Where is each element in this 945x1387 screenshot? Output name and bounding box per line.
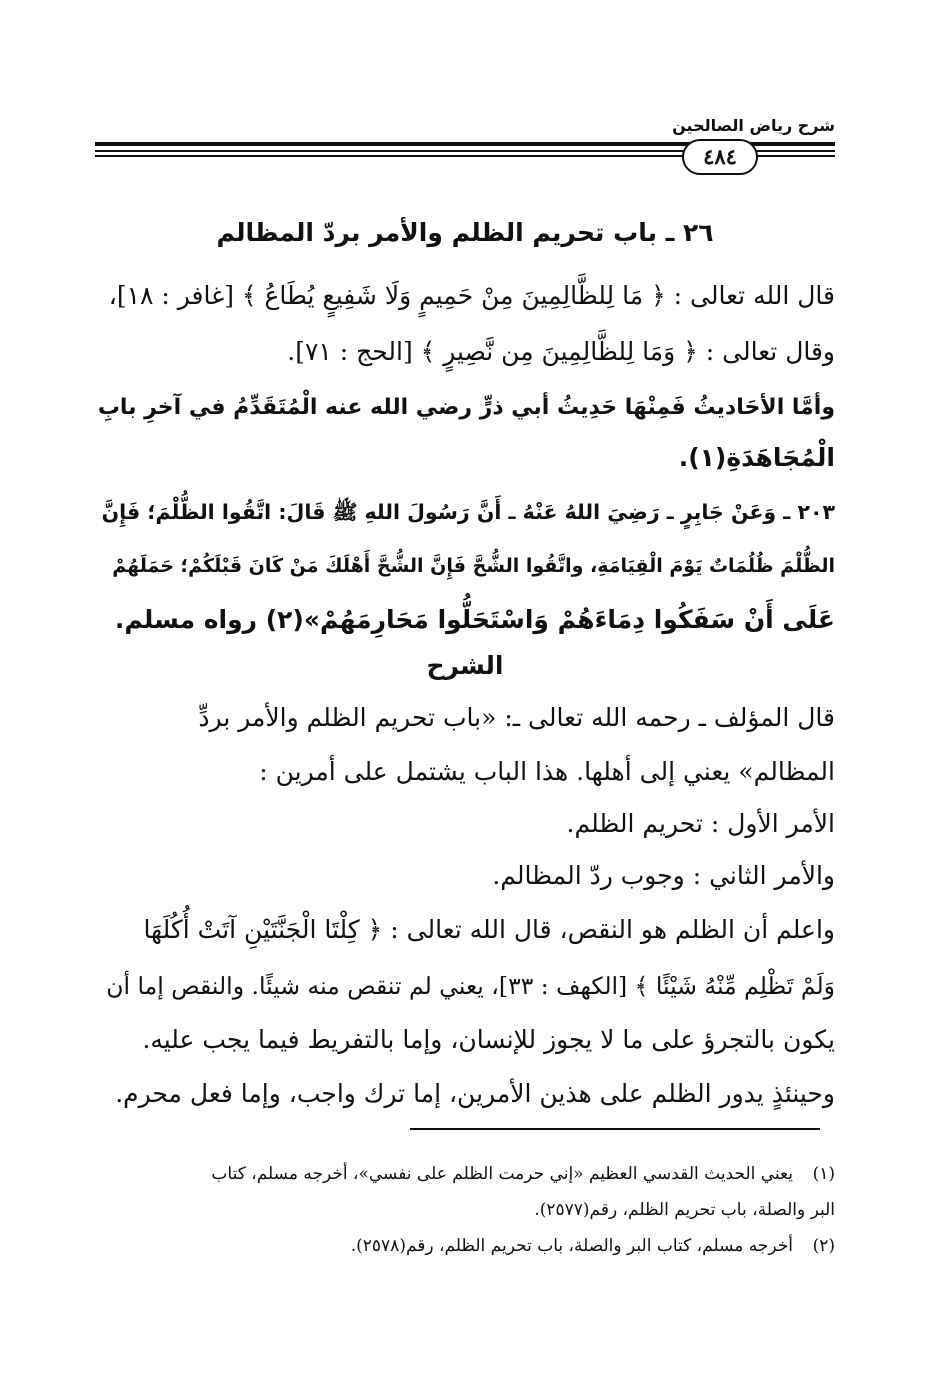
first-matter-line: الأمر الأول : تحريم الظلم. bbox=[566, 809, 835, 838]
commentary-line-6: وحينئذٍ يدور الظلم على هذين الأمرين، إما ترك واجب، وإما فعل محرم. bbox=[115, 1079, 835, 1108]
running-header-title: شرح رياض الصالحين bbox=[672, 116, 835, 135]
hadith-ref-line-1: وأمَّا الأحَاديثُ فَمِنْهَا حَدِيثُ أبي ذرٍّ رضي الله عنه الْمُتَقَدِّمُ في آخرِ بابِ bbox=[97, 395, 835, 420]
hadith-line-3: عَلَى أَنْ سَفَكُوا دِمَاءَهُمْ وَاسْتَحَلُّوا مَحَارِمَهُمْ»(٢) رواه مسلم. bbox=[114, 605, 835, 634]
footnote-separator bbox=[410, 1128, 820, 1130]
footnote-1-number: (١) bbox=[812, 1164, 835, 1184]
commentary-line-2: المظالم» يعني إلى أهلها. هذا الباب يشتمل على أمرين : bbox=[259, 757, 835, 786]
verse-line-1: قال الله تعالى : ﴿ مَا لِلظَّالِمِينَ مِنْ حَمِيمٍ وَلَا شَفِيعٍ يُطَاعُ ﴾ [غافر : ١٨]، bbox=[108, 281, 835, 310]
footnote-1-text: يعني الحديث القدسي العظيم «إني حرمت الظلم على نفسي»، أخرجه مسلم، كتاب bbox=[211, 1164, 793, 1184]
commentary-line-5: يكون بالتجرؤ على ما لا يجوز للإنسان، وإما بالتفريط فيما يجب عليه. bbox=[142, 1025, 835, 1054]
footnote-2 bbox=[95, 1232, 835, 1260]
commentary-line-1: قال المؤلف ـ رحمه الله تعالى ـ: «باب تحريم الظلم والأمر بردِّ bbox=[198, 703, 835, 732]
commentary-heading: الشرح bbox=[426, 651, 504, 680]
hadith-ref-line-2: الْمُجَاهَدَةِ(١). bbox=[678, 443, 835, 472]
page-number: ٤٨٤ bbox=[682, 139, 758, 175]
hadith-line-1: ٢٠٣ ـ وَعَنْ جَابِرٍ ـ رَضِيَ اللهُ عَنْهُ ـ أَنَّ رَسُولَ اللهِ ﷺ قَالَ: اتَّقُوا الظُّلْمَ؛ فَإِنَّ bbox=[101, 500, 835, 524]
footnote-2-text: أخرجه مسلم، كتاب البر والصلة، باب تحريم الظلم، رقم(٢٥٧٨). bbox=[350, 1236, 793, 1256]
footnote-1-continuation: البر والصلة، باب تحريم الظلم، رقم(٢٥٧٧). bbox=[534, 1200, 835, 1220]
footnote-2-number: (٢) bbox=[812, 1236, 835, 1256]
footnote-1 bbox=[95, 1160, 835, 1188]
hadith-line-2: الظُّلْمَ ظُلُمَاتٌ يَوْمَ الْقِيَامَةِ، واتَّقُوا الشُّحَّ فَإِنَّ الشُّحَّ أَهْلَكَ مَنْ كَانَ قَبْلَكُمْ؛ حَمَلَهُمْ bbox=[112, 555, 835, 577]
commentary-line-3: واعلم أن الظلم هو النقص، قال الله تعالى : ﴿ كِلْتَا الْجَنَّتَيْنِ آتَتْ أُكُلَهَا bbox=[143, 915, 835, 944]
chapter-title: ٢٦ ـ باب تحريم الظلم والأمر بردّ المظالم bbox=[216, 218, 714, 247]
second-matter-line: والأمر الثاني : وجوب ردّ المظالم. bbox=[492, 861, 835, 890]
commentary-line-4: وَلَمْ تَظْلِم مِّنْهُ شَيْئًا ﴾ [الكهف : ٣٣]، يعني لم تنقص منه شيئًا. والنقص إما أن bbox=[106, 972, 835, 1000]
verse-line-2: وقال تعالى : ﴿ وَمَا لِلظَّالِمِينَ مِن نَّصِيرٍ ﴾ [الحج : ٧١]. bbox=[287, 337, 835, 366]
